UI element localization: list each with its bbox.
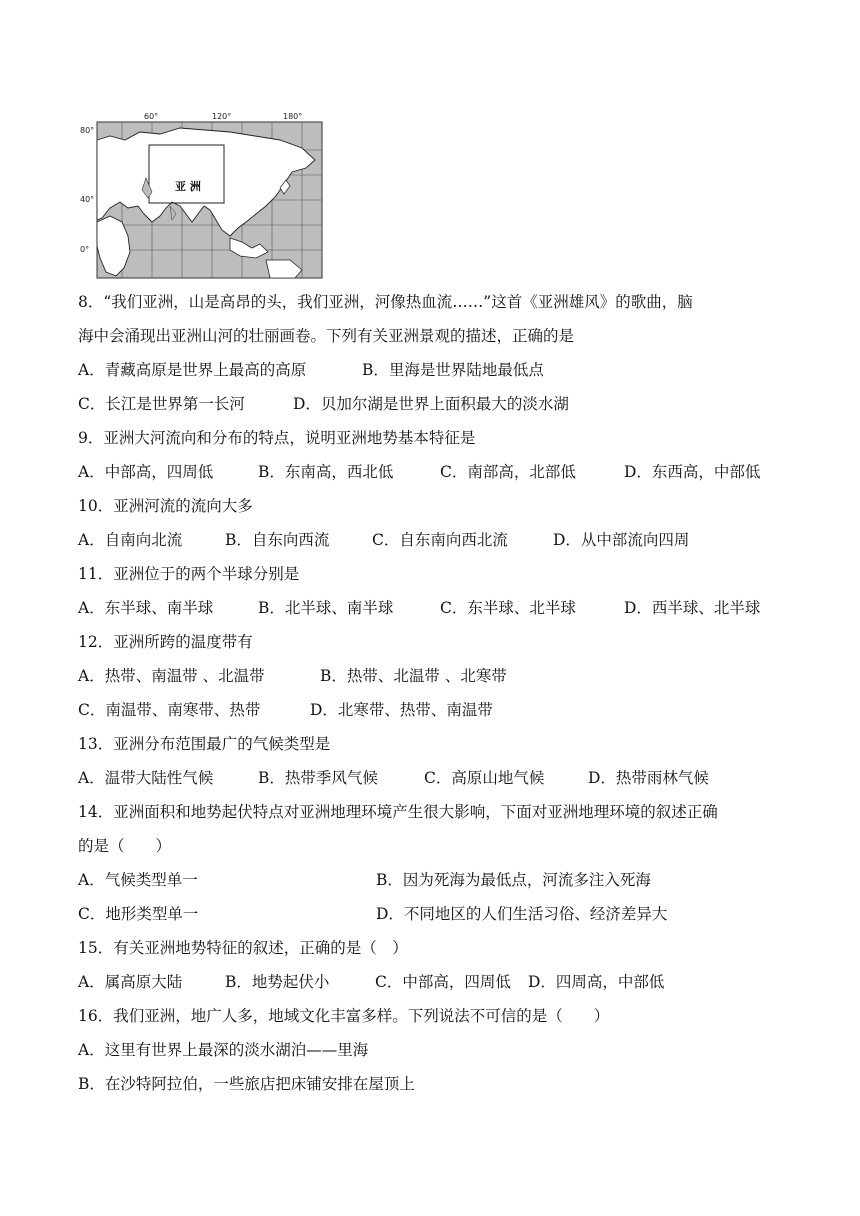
option-c[interactable]: C．地形类型单一 (78, 905, 199, 923)
question-14-stem: 14．亚洲面积和地势起伏特点对亚洲地理环境产生很大影响，下面对亚洲地理环境的叙述正确 (78, 803, 718, 821)
option-c[interactable]: C．中部高，四周低 (375, 973, 511, 991)
asia-map (80, 110, 325, 280)
question-12-stem: 12．亚洲所跨的温度带有 (78, 633, 253, 651)
option-d[interactable]: D．不同地区的人们生活习俗、经济差异大 (376, 905, 668, 923)
option-d[interactable]: D．贝加尔湖是世界上面积最大的淡水湖 (293, 395, 569, 413)
option-a[interactable]: A．热带、南温带 、北温带 (78, 667, 265, 685)
option-b[interactable]: B．里海是世界陆地最低点 (362, 361, 544, 379)
question-16-stem: 16．我们亚洲，地广人多，地域文化丰富多样。下列说法不可信的是（ ） (78, 1007, 610, 1025)
option-b[interactable]: B．在沙特阿拉伯，一些旅店把床铺安排在屋顶上 (78, 1075, 415, 1093)
option-c[interactable]: C．自东南向西北流 (372, 531, 508, 549)
option-d[interactable]: D．西半球、北半球 (624, 599, 761, 617)
question-11-stem: 11．亚洲位于的两个半球分别是 (78, 565, 300, 583)
option-b[interactable]: B．因为死海为最低点，河流多注入死海 (376, 871, 651, 889)
option-b[interactable]: B．地势起伏小 (225, 973, 330, 991)
option-b[interactable]: B．热带、北温带 、北寒带 (320, 667, 507, 685)
map-region-label: 亚 洲 (175, 180, 201, 193)
option-b[interactable]: B．东南高，西北低 (258, 463, 394, 481)
option-b[interactable]: B．自东向西流 (225, 531, 330, 549)
option-a[interactable]: A．属高原大陆 (78, 973, 183, 991)
option-c[interactable]: C．东半球、北半球 (440, 599, 576, 617)
option-b[interactable]: B．热带季风气候 (258, 769, 378, 787)
option-d[interactable]: D．北寒带、热带、南温带 (310, 701, 493, 719)
option-a[interactable]: A．气候类型单一 (78, 871, 198, 889)
question-15-stem: 15．有关亚洲地势特征的叙述，正确的是（ ） (78, 939, 408, 957)
question-8-stem: 8．“我们亚洲，山是高昂的头，我们亚洲，河像热血流……”这首《亚洲雄风》的歌曲，脑 (78, 293, 693, 311)
question-10-stem: 10．亚洲河流的流向大多 (78, 497, 253, 515)
option-a[interactable]: A．自南向北流 (78, 531, 183, 549)
option-a[interactable]: A．温带大陆性气候 (78, 769, 214, 787)
option-a[interactable]: A．东半球、南半球 (78, 599, 214, 617)
option-a[interactable]: A．中部高，四周低 (78, 463, 214, 481)
lon-label: 180° (283, 112, 303, 121)
option-d[interactable]: D．四周高，中部低 (528, 973, 665, 991)
option-d[interactable]: D．东西高，中部低 (624, 463, 761, 481)
option-d[interactable]: D．热带雨林气候 (588, 769, 709, 787)
lon-label: 120° (212, 112, 232, 121)
option-d[interactable]: D．从中部流向四周 (553, 531, 690, 549)
question-14-stem-cont: 的是（ ） (78, 837, 172, 855)
option-a[interactable]: A．这里有世界上最深的淡水湖泊——里海 (78, 1041, 369, 1059)
question-13-stem: 13．亚洲分布范围最广的气候类型是 (78, 735, 331, 753)
option-a[interactable]: A．青藏高原是世界上最高的高原 (78, 361, 307, 379)
option-c[interactable]: C．高原山地气候 (424, 769, 545, 787)
lat-label: 40° (80, 195, 95, 204)
question-8-stem-cont: 海中会涌现出亚洲山河的壮丽画卷。下列有关亚洲景观的描述，正确的是 (78, 327, 575, 345)
lat-label: 80° (80, 126, 95, 135)
option-c[interactable]: C．长江是世界第一长河 (78, 395, 245, 413)
option-c[interactable]: C．南温带、南寒带、热带 (78, 701, 261, 719)
lon-label: 60° (144, 112, 159, 121)
question-9-stem: 9．亚洲大河流向和分布的特点，说明亚洲地势基本特征是 (78, 429, 476, 447)
option-b[interactable]: B．北半球、南半球 (258, 599, 394, 617)
option-c[interactable]: C．南部高，北部低 (440, 463, 576, 481)
lat-label: 0° (80, 245, 90, 254)
